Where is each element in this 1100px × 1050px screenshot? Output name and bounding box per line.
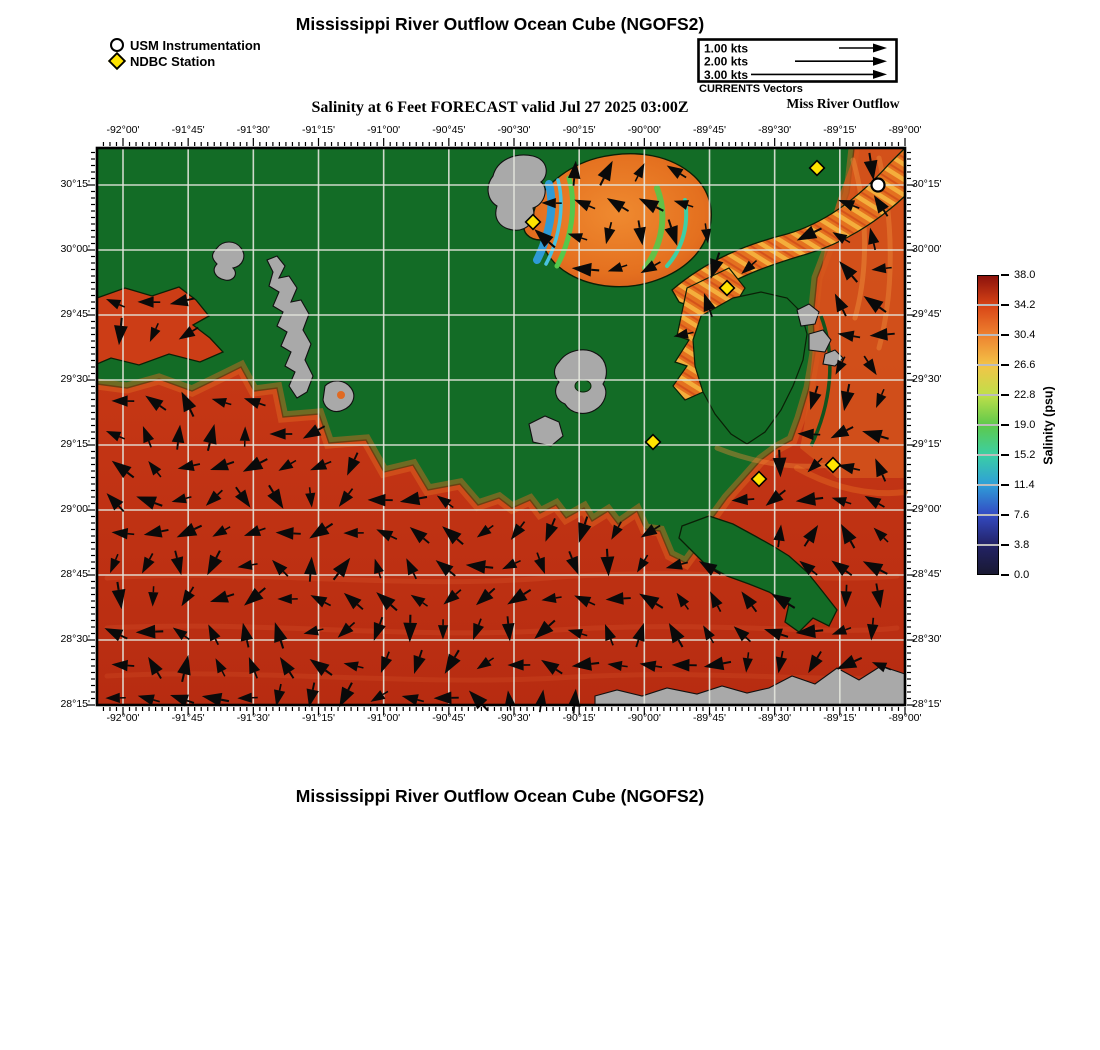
- lat-tick-label: 29°45': [912, 308, 942, 320]
- lat-tick-label: 30°00': [60, 243, 90, 255]
- lat-tick-label: 28°30': [60, 633, 90, 645]
- lat-tick-label: 29°15': [60, 438, 90, 450]
- lon-tick-label: -91°00': [367, 124, 401, 136]
- lat-tick-label: 29°30': [912, 373, 942, 385]
- colorbar-tick-label: 34.2: [1014, 298, 1036, 311]
- lon-tick-label: -89°15': [823, 712, 857, 724]
- colorbar-tick: [1001, 394, 1009, 396]
- lat-tick-label: 28°45': [60, 568, 90, 580]
- vector-scale-label: 1.00 kts: [704, 41, 749, 56]
- lat-tick-label: 29°15': [912, 438, 942, 450]
- lat-tick-label: 28°45': [912, 568, 942, 580]
- colorbar-gridline: [977, 334, 999, 336]
- vector-scale-label: 3.00 kts: [704, 67, 749, 82]
- legend-label-usm: USM Instrumentation: [130, 37, 261, 53]
- colorbar-tick: [1001, 574, 1009, 576]
- legend-label-ndbc: NDBC Station: [130, 53, 216, 69]
- page-title: Mississippi River Outflow Ocean Cube (NGOFS2): [295, 14, 705, 34]
- colorbar-tick-label: 30.4: [1014, 328, 1036, 341]
- lon-tick-label: -89°00': [888, 712, 922, 724]
- colorbar-gridline: [977, 544, 999, 546]
- lon-tick-label: -89°00': [888, 124, 922, 136]
- lat-tick-label: 29°00': [60, 503, 90, 515]
- lon-tick-label: -89°15': [823, 124, 857, 136]
- lat-tick-label: 30°00': [912, 243, 942, 255]
- lon-tick-label: -90°15': [562, 712, 596, 724]
- lat-tick-label: 30°15': [912, 178, 942, 190]
- lon-tick-label: -90°45': [432, 124, 466, 136]
- lon-tick-label: -90°00': [627, 124, 661, 136]
- ndbc-diamond-icon: [108, 52, 126, 70]
- footer-title: Mississippi River Outflow Ocean Cube (NGOFS2): [295, 786, 705, 806]
- lon-tick-label: -90°00': [627, 712, 661, 724]
- station-legend: [110, 37, 261, 69]
- lon-tick-label: -91°15': [301, 712, 336, 724]
- usm-circle-icon: [110, 38, 124, 52]
- forecast-subtitle: Salinity at 6 Feet FORECAST valid Jul 27 2025 03:00Z: [311, 99, 689, 116]
- colorbar-tick: [1001, 274, 1009, 276]
- islet-orange-spot: [337, 391, 345, 399]
- lon-tick-label: -90°15': [562, 124, 596, 136]
- colorbar-tick-label: 0.0: [1014, 568, 1030, 581]
- lon-tick-label: -91°45': [171, 712, 205, 724]
- lon-tick-label: -91°00': [367, 712, 401, 724]
- lon-tick-label: -89°45': [692, 712, 727, 724]
- lon-tick-label: -89°45': [692, 124, 727, 136]
- colorbar-tick-label: 38.0: [1014, 268, 1036, 281]
- colorbar-gridline: [977, 484, 999, 486]
- vector-scale-label: 2.00 kts: [704, 54, 749, 69]
- lat-tick-label: 29°45': [60, 308, 90, 320]
- usm-instrument-marker: [872, 179, 885, 192]
- lon-tick-label: -89°30': [758, 712, 792, 724]
- colorbar-tick-label: 15.2: [1014, 448, 1036, 461]
- lon-tick-label: -90°30': [497, 124, 531, 136]
- legend-row-ndbc: [110, 53, 261, 69]
- colorbar-tick: [1001, 334, 1009, 336]
- colorbar-gridline: [977, 304, 999, 306]
- lat-tick-label: 28°30': [912, 633, 942, 645]
- lon-tick-label: -91°30': [236, 712, 270, 724]
- forecast-map: [97, 148, 905, 705]
- colorbar-tick-label: 26.6: [1014, 358, 1036, 371]
- lon-tick-label: -90°30': [497, 712, 531, 724]
- lon-tick-label: -91°45': [171, 124, 205, 136]
- legend-row-usm: [110, 37, 261, 53]
- lon-tick-label: -91°15': [301, 124, 336, 136]
- region-label: Miss River Outflow: [786, 96, 900, 111]
- colorbar-gridline: [977, 514, 999, 516]
- lat-tick-label: 30°15': [60, 178, 90, 190]
- colorbar-tick: [1001, 454, 1009, 456]
- colorbar-tick: [1001, 514, 1009, 516]
- lat-tick-label: 29°00': [912, 503, 942, 515]
- lon-tick-label: -90°45': [432, 712, 466, 724]
- colorbar-tick-label: 7.6: [1014, 508, 1030, 521]
- colorbar-tick: [1001, 484, 1009, 486]
- colorbar-tick-label: 3.8: [1014, 538, 1030, 551]
- lon-tick-label: -89°30': [758, 124, 792, 136]
- lon-tick-label: -92°00': [106, 124, 140, 136]
- central-island-lagoon: [575, 380, 591, 392]
- colorbar-gridline: [977, 424, 999, 426]
- currents-vector-scale: [697, 38, 899, 84]
- colorbar-tick-label: 11.4: [1014, 478, 1035, 491]
- lat-tick-label: 28°15': [60, 698, 90, 710]
- lon-tick-label: -91°30': [236, 124, 270, 136]
- currents-caption: CURRENTS Vectors: [699, 83, 803, 95]
- lat-tick-label: 28°15': [912, 698, 942, 710]
- colorbar-tick: [1001, 364, 1009, 366]
- colorbar-tick: [1001, 424, 1009, 426]
- lat-tick-label: 29°30': [60, 373, 90, 385]
- colorbar-gridline: [977, 364, 999, 366]
- colorbar-gridline: [977, 394, 999, 396]
- colorbar-tick: [1001, 544, 1009, 546]
- colorbar-axis-title: Salinity (psu): [1041, 386, 1056, 465]
- colorbar-tick-label: 19.0: [1014, 418, 1036, 431]
- colorbar-tick-label: 22.8: [1014, 388, 1036, 401]
- colorbar-tick: [1001, 304, 1009, 306]
- lon-tick-label: -92°00': [106, 712, 140, 724]
- colorbar-gridline: [977, 454, 999, 456]
